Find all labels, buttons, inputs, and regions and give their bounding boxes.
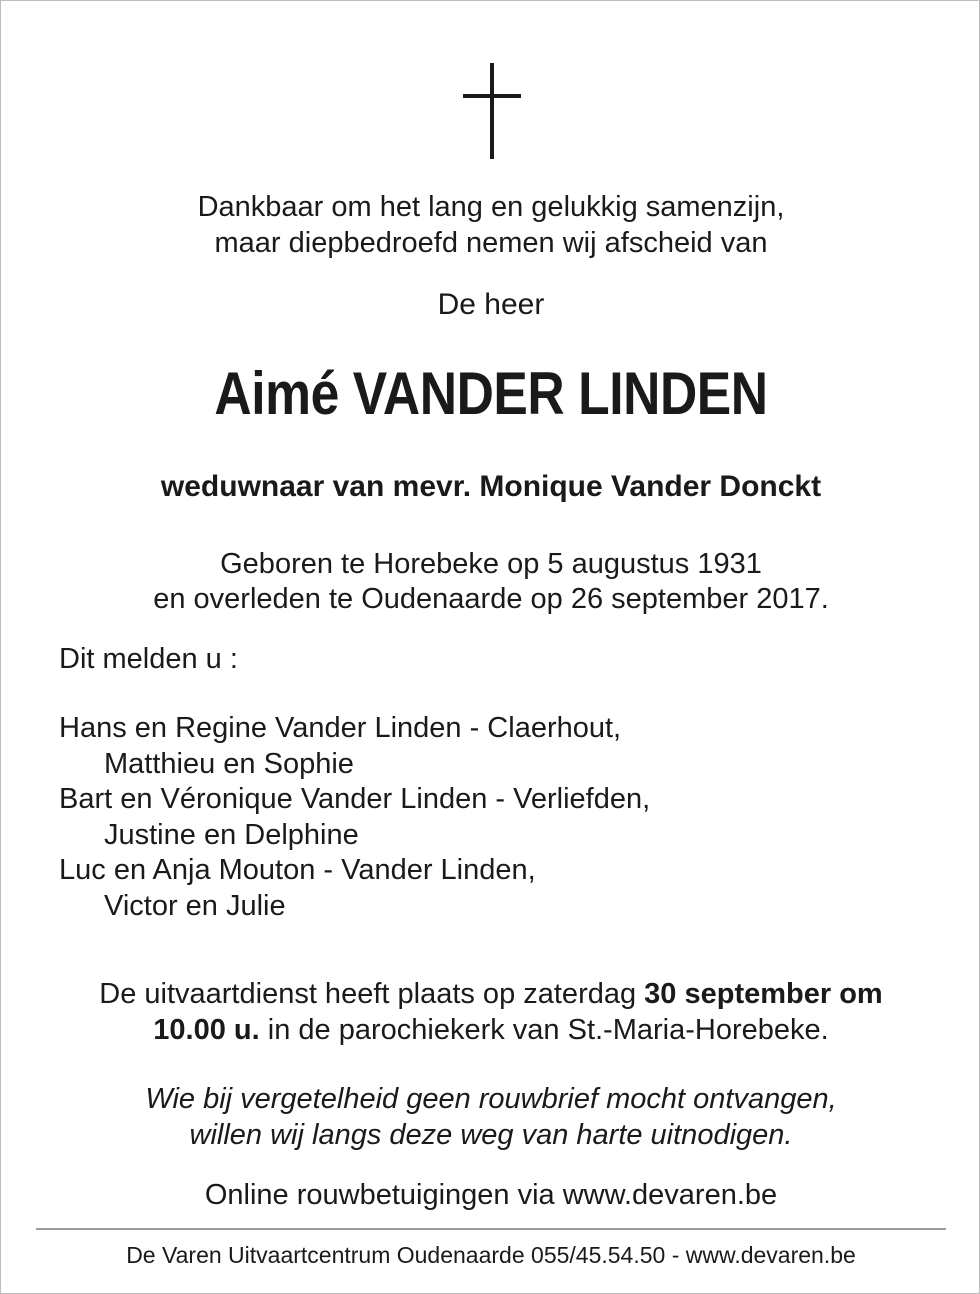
deceased-name: Aimé VANDER LINDEN [214,360,768,427]
divider [36,1228,946,1230]
note-line-1: Wie bij vergetelheid geen rouwbrief mocht ontvangen, [145,1083,837,1115]
death-line: en overleden te Oudenaarde op 26 september 2017. [153,583,829,615]
family-list [59,711,650,924]
footer-funeral-home: De Varen Uitvaartcentrum Oudenaarde 055/45.54.50 - www.devaren.be [126,1242,856,1268]
birth-death-info [1,547,980,617]
family-parents: Bart en Véronique Vander Linden - Verliefden, [59,783,651,815]
service-location: in de parochiekerk van St.-Maria-Horebeke. [259,1014,829,1046]
announce-line: Dit melden u : [59,643,238,675]
invitation-note [1,1081,980,1153]
service-time: 10.00 u. [153,1014,260,1046]
family-parents: Hans en Regine Vander Linden - Claerhout, [59,712,622,744]
service-info [1,976,980,1048]
spouse-line: weduwnaar van mevr. Monique Vander Donckt [160,470,822,503]
family-children: Matthieu en Sophie [104,747,354,780]
birth-line: Geboren te Horebeke op 5 augustus 1931 [220,548,762,580]
service-date: 30 september om [644,978,883,1010]
online-condolences: Online rouwbetuigingen via www.devaren.be [204,1179,778,1211]
family-parents: Luc en Anja Mouton - Vander Linden, [59,854,536,886]
intro-text [1,189,980,261]
family-children: Victor en Julie [104,889,286,922]
intro-line-2: maar diepbedroefd nemen wij afscheid van [214,227,768,259]
intro-line-1: Dankbaar om het lang en gelukkig samenzijn, [197,191,785,223]
service-text: De uitvaartdienst heeft plaats op zaterdag [99,978,645,1010]
note-line-2: willen wij langs deze weg van harte uitnodigen. [189,1119,793,1151]
honorific: De heer [437,288,545,321]
family-children: Justine en Delphine [104,818,359,851]
cross-icon [463,63,521,159]
